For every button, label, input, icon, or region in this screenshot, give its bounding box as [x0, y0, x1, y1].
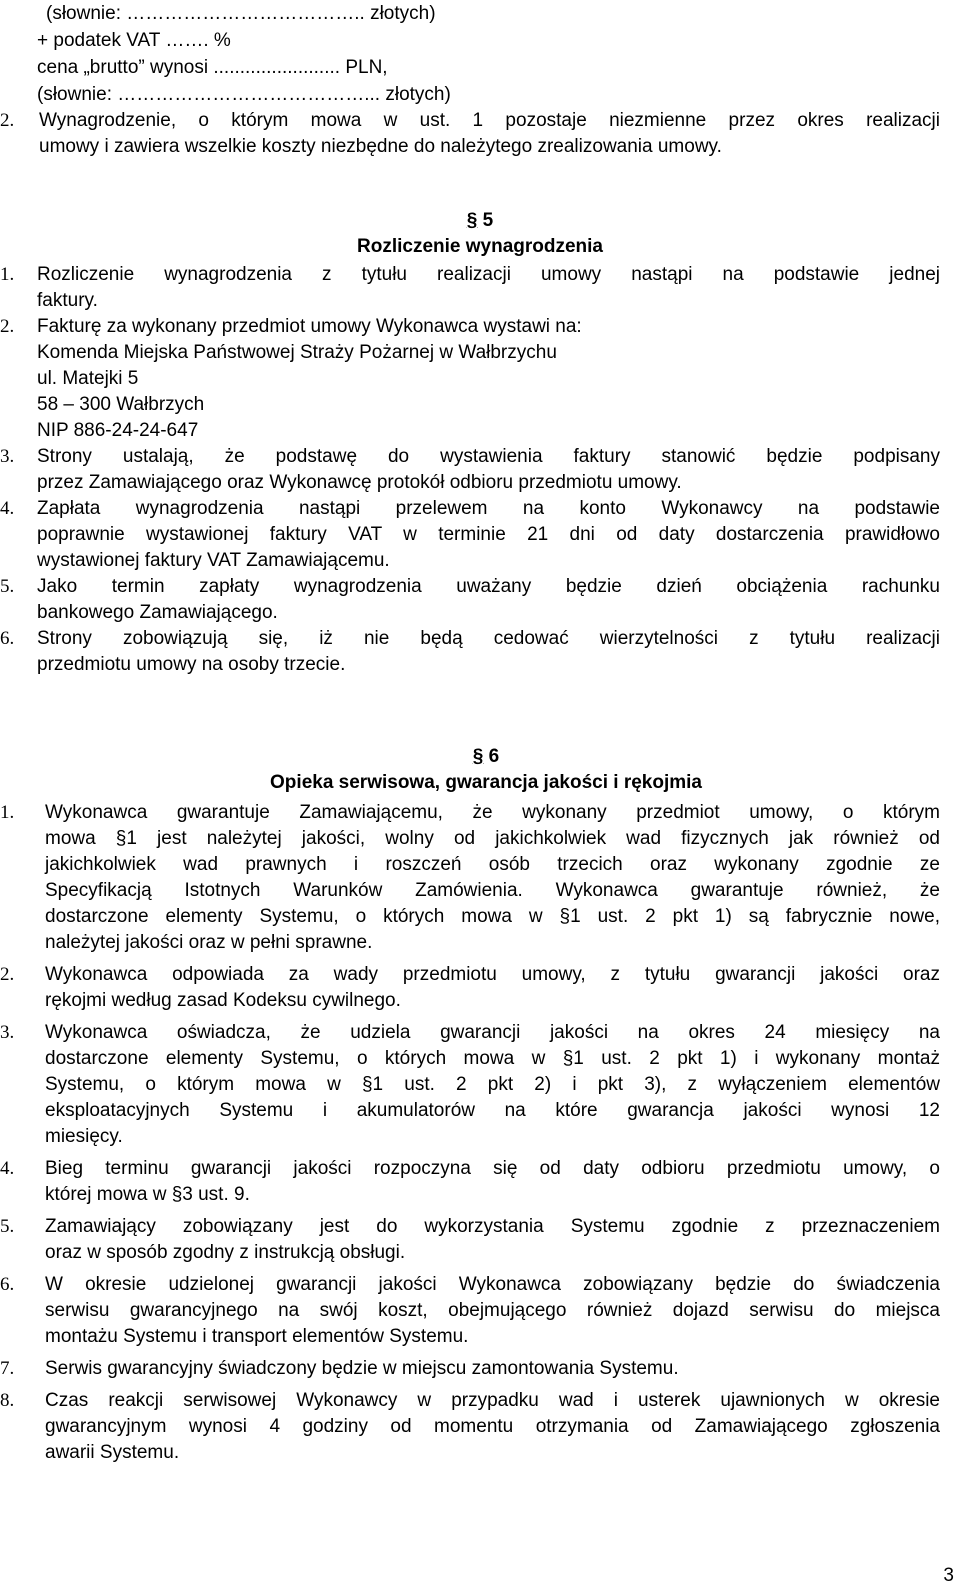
list-item: 1. Rozliczenie wynagrodzenia z tytułu realizacji umowy nastąpi na podstawie jednej [0, 264, 940, 285]
list-item: 1. Wykonawca gwarantuje Zamawiającemu, że wykonany przedmiot umowy, o którym mowa §1 jest należytej jakości, wolny od jakichkolwiek wad fizycznych jak również od jakichkolwiek wad prawnych i roszczeń osób trzecich oraz wykonany zgodnie ze Specyfikacją Istotnych Warunków Zamówienia. Wykonawca gwarantuje również, że dostarczone elementy Systemu, o których mowa w §1 ust. 2 pkt 1) są fabrycznie nowe, należytej jakości oraz w pełni sprawne. [0, 802, 940, 953]
price-block [37, 0, 940, 108]
item-line: Wynagrodzenie, o którym mowa w ust. 1 pozostaje niezmienne przez okres realizacji [39, 110, 940, 131]
list-item: 6. Strony zobowiązują się, iż nie będą cedować wierzytelności z tytułu realizacji [0, 628, 940, 649]
list-item: 3. Strony ustalają, że podstawę do wystawienia faktury stanowić będzie podpisany [0, 446, 940, 467]
section4-item-2 [0, 108, 940, 160]
price-line: (słownie: …………………………………... złotych) [37, 84, 451, 105]
section-6-list [0, 800, 940, 1466]
item-line: umowy i zawiera wszelkie koszty niezbędne do należytego zrealizowania umowy. [39, 136, 722, 157]
list-item: 5. Jako termin zapłaty wynagrodzenia uważany będzie dzień obciążenia rachunku [0, 576, 940, 597]
list-item: 4. Zapłata wynagrodzenia nastąpi przelewem na konto Wykonawcy na podstawie [0, 498, 940, 519]
page-number: 3 [943, 1565, 954, 1586]
section-number: § 5 [466, 210, 494, 231]
price-line: (słownie: ……………………………….. złotych) [46, 3, 436, 24]
list-item: 2. Wykonawca odpowiada za wady przedmiotu umowy, z tytułu gwarancji jakości oraz rękojmi według zasad Kodeksu cywilnego. [0, 964, 940, 1011]
section-title: Rozliczenie wynagrodzenia [357, 236, 603, 257]
list-item: 6. W okresie udzielonej gwarancji jakości Wykonawca zobowiązany będzie do świadczenia serwisu gwarancyjnego na swój koszt, obejmującego również dojazd serwisu do miejsca montażu Systemu i transport elementów Systemu. [0, 1274, 940, 1347]
section-5-list: 1. Rozliczenie wynagrodzenia z tytułu realizacji umowy nastąpi na podstawie jednej faktury. 2. Fakturę za wykonany przedmiot umowy Wykonawca wystawi na: Komenda Miejska Państwowej Straży Pożarnej w Wałbrzychu ul. Matejki 5 58 – 300 Wałbrzych NIP 886-24-24-647 3. Strony ustalają, że podstawę do wystawienia faktury stanowić będzie podpisany przez Zamawiającego oraz Wykonawcę protokół odbioru przedmiotu umowy. 4. Zapłata wynagrodzenia nastąpi przelewem na konto Wykonawcy na podstawie poprawnie wystawionej faktury VAT w terminie 21 dni od daty dostarczenia prawidłowo wystawionej faktury VAT Zamawiającemu. 5. Jako termin zapłaty wynagrodzenia uważany będzie dzień obciążenia rachunku bankowego Zamawiającego. 6. Strony zobowiązują się, iż nie będą cedować wierzytelności z tytułu realizacji przedmiotu umowy na osoby trzecie. [0, 264, 940, 675]
list-item: 3. Wykonawca oświadcza, że udziela gwarancji jakości na okres 24 miesięcy na dostarczone elementy Systemu, o których mowa w §1 ust. 2 pkt 1) i wykonany montaż Systemu, o którym mowa w §1 ust. 2 pkt 2) i pkt 3), z wyłączeniem elementów eksploatacyjnych Systemu i akumulatorów na które gwarancja jakości wynosi 12 miesięcy. [0, 1022, 940, 1147]
list-item: 5. Zamawiający zobowiązany jest do wykorzystania Systemu zgodnie z przeznaczeniem oraz w sposób zgodny z instrukcją obsługi. [0, 1216, 940, 1263]
price-line: + podatek VAT ……. % [37, 30, 231, 51]
section-number: § 6 [472, 746, 500, 767]
item-number: 2. [0, 110, 15, 131]
invoice-address: Komenda Miejska Państwowej Straży Pożarnej w Wałbrzychu ul. Matejki 5 58 – 300 Wałbrzych NIP 886-24-24-647 [37, 342, 557, 441]
list-item: 8. Czas reakcji serwisowej Wykonawcy w przypadku wad i usterek ujawnionych w okresie gwarancyjnym wynosi 4 godziny od momentu otrzymania od Zamawiającego zgłoszenia awarii Systemu. [0, 1390, 940, 1463]
price-line: cena „brutto” wynosi ........................ PLN, [37, 57, 388, 78]
section-6-heading [0, 744, 960, 796]
list-item-continuation: faktury. [37, 290, 98, 311]
list-item: 2. Fakturę za wykonany przedmiot umowy Wykonawca wystawi na: [0, 316, 582, 337]
list-item: 7. Serwis gwarancyjny świadczony będzie w miejscu zamontowania Systemu. [0, 1358, 679, 1379]
list-item: 4. Bieg terminu gwarancji jakości rozpoczyna się od daty odbioru przedmiotu umowy, o której mowa w §3 ust. 9. [0, 1158, 940, 1205]
section-5-heading [0, 208, 960, 260]
section-title: Opieka serwisowa, gwarancja jakości i rękojmia [270, 772, 702, 793]
